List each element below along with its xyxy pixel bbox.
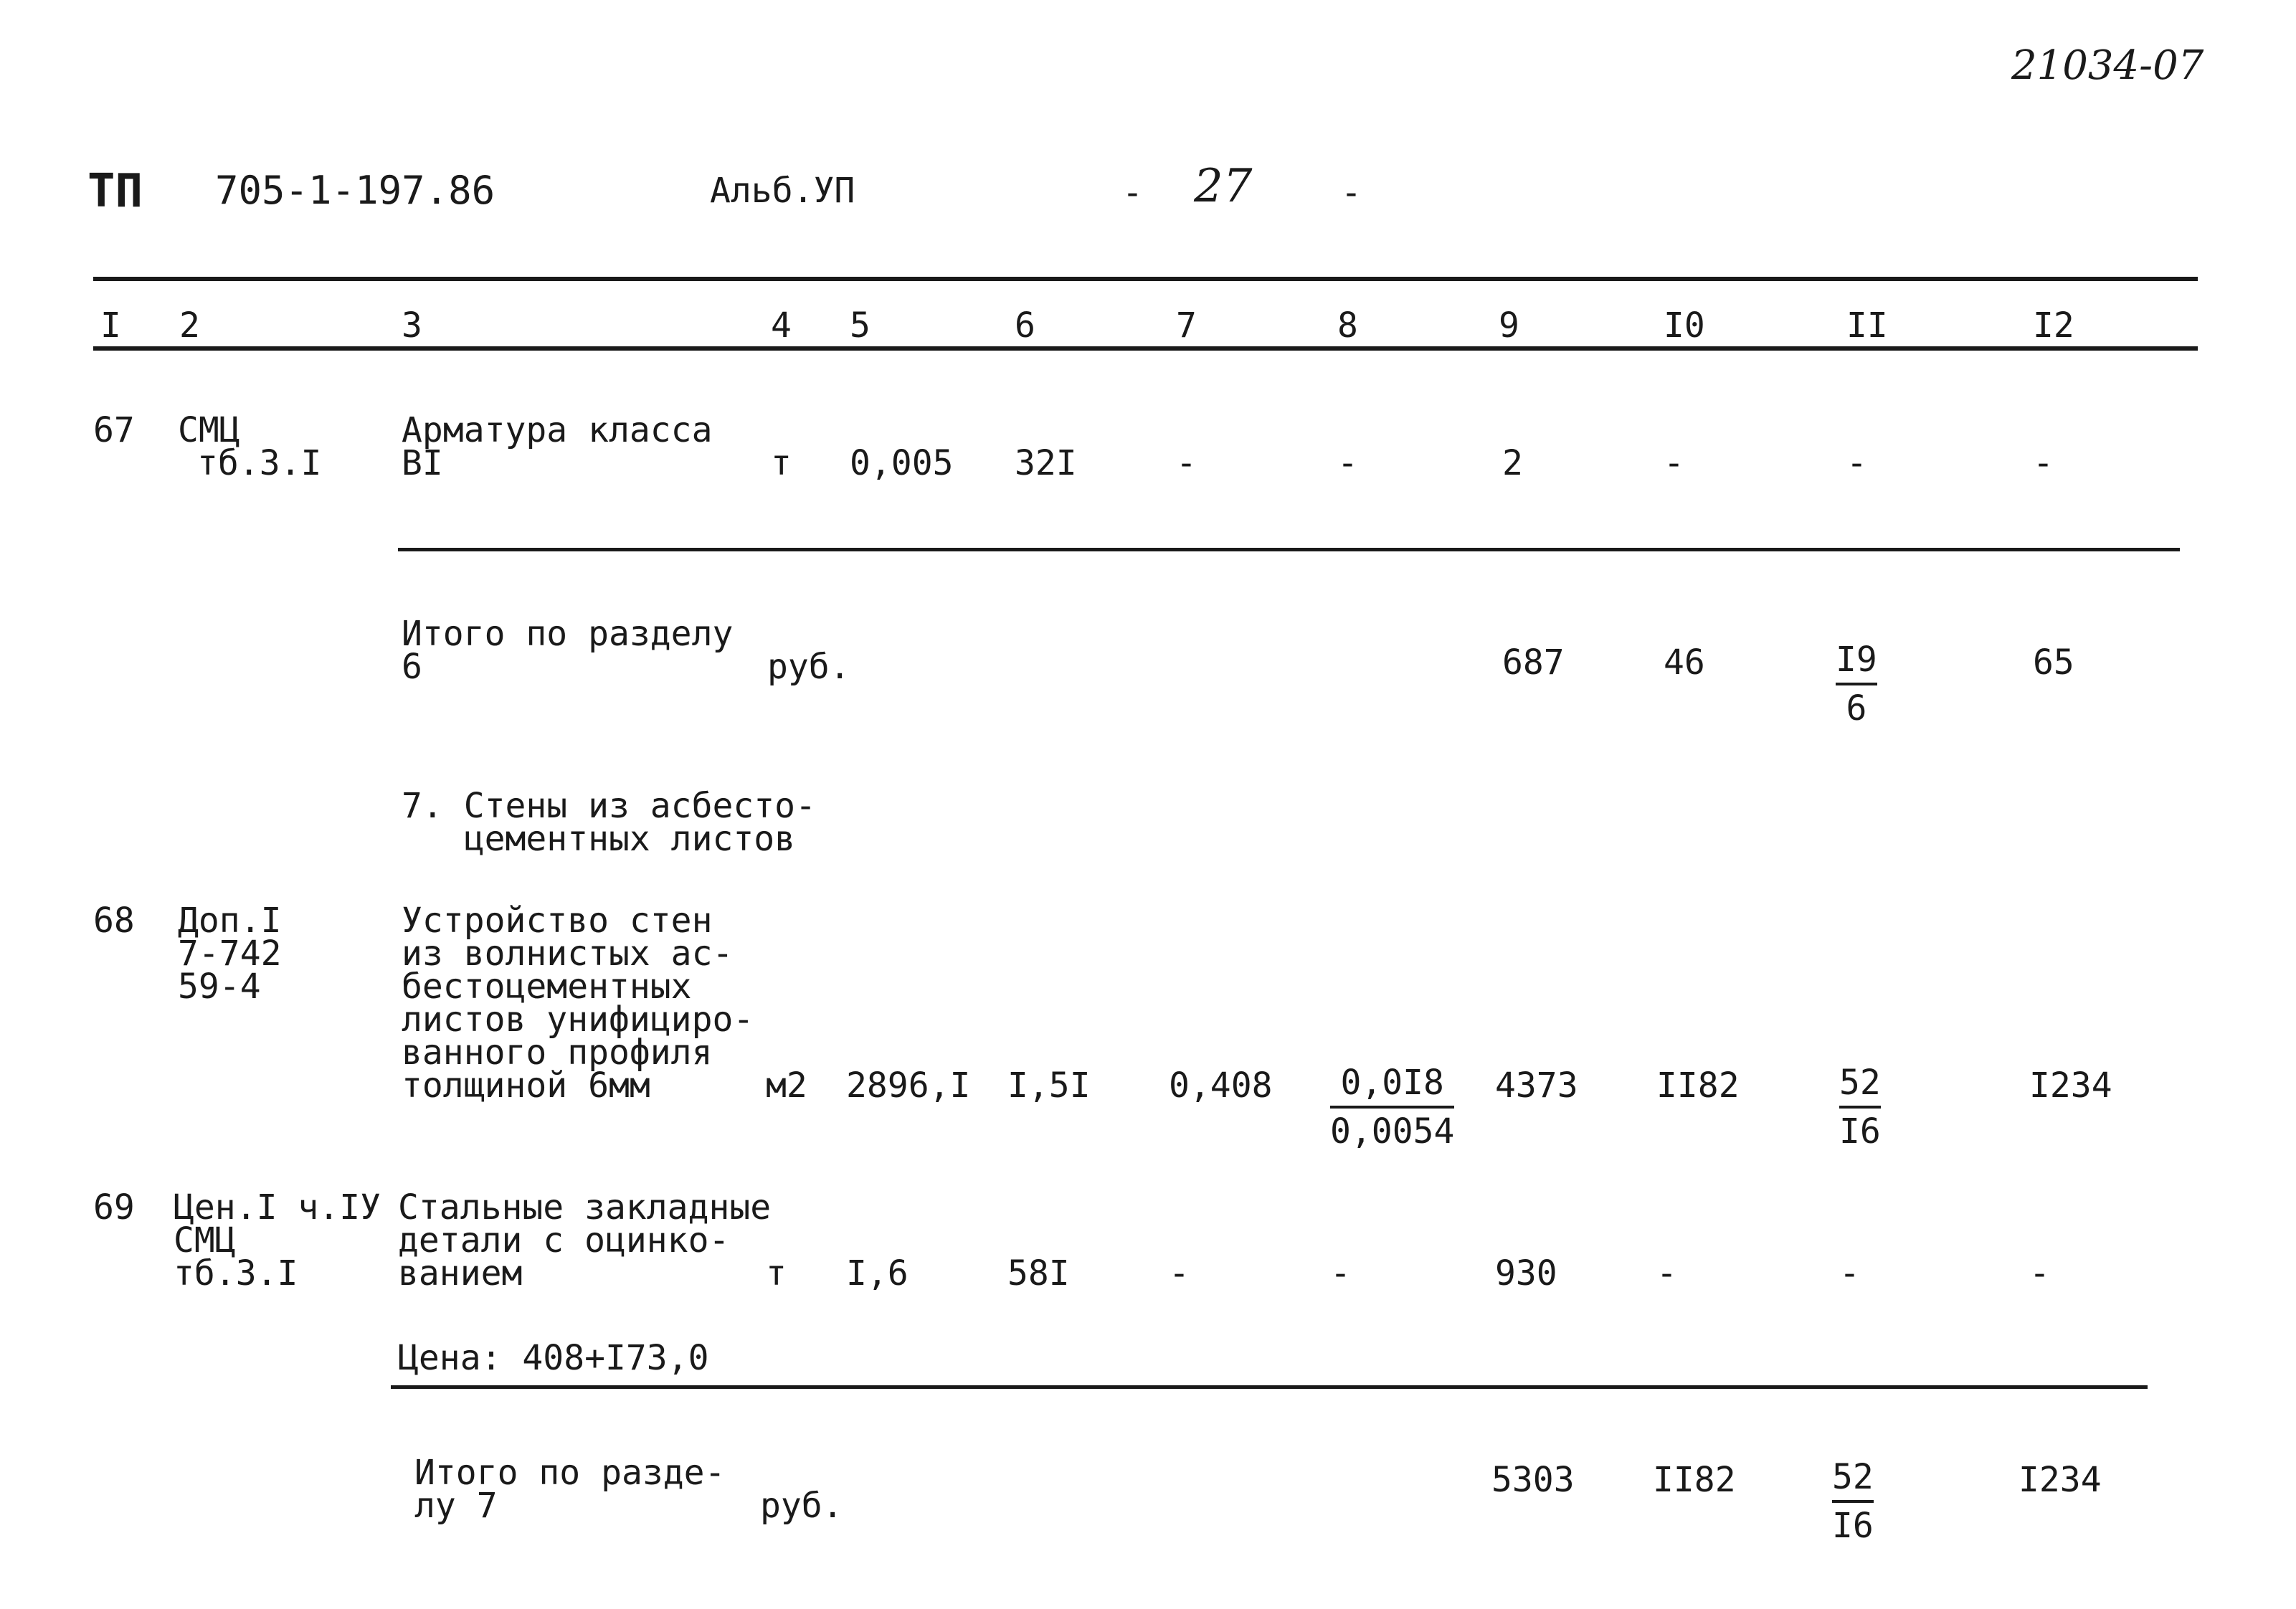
row-col11-fraction <box>1839 1060 1881 1154</box>
row-description: Арматура класса <box>402 410 713 450</box>
column-header-rule <box>93 346 2198 351</box>
album-label: Альб.УП <box>710 171 855 211</box>
row-col12: I234 <box>2029 1065 2112 1106</box>
total-label: Итого по разде- <box>414 1453 726 1493</box>
row-reference: СМЦ <box>178 410 240 450</box>
total-label: 6 <box>402 647 422 687</box>
column-number: 4 <box>771 305 792 346</box>
column-number: I <box>100 305 121 346</box>
row-description: из волнистых ас- <box>402 934 734 974</box>
row-description: Устройство стен <box>402 901 713 941</box>
total-unit: руб. <box>760 1486 843 1526</box>
fraction-denominator: I6 <box>1839 1111 1881 1152</box>
row-col10: - <box>1664 443 1684 483</box>
row-col8: - <box>1330 1253 1351 1294</box>
row-col12: - <box>2029 1253 2050 1294</box>
row-col9: 2 <box>1502 443 1523 483</box>
column-number: 9 <box>1499 305 1519 346</box>
page-number: 27 <box>1194 160 1253 213</box>
column-number: 2 <box>179 305 200 346</box>
column-number: 5 <box>850 305 871 346</box>
row-number: 69 <box>93 1187 135 1228</box>
row-col7: - <box>1169 1253 1190 1294</box>
row-quantity: 0,005 <box>850 443 954 483</box>
fraction-numerator: 0,0I8 <box>1330 1060 1454 1109</box>
row-reference: 7-742 <box>178 934 282 974</box>
section-6-divider <box>398 548 2180 551</box>
row-description: ванного профиля <box>402 1033 713 1073</box>
row-description: листов унифициро- <box>402 1000 754 1040</box>
total-col10: 46 <box>1664 642 1705 683</box>
column-number: 7 <box>1176 305 1197 346</box>
table-top-rule <box>93 277 2198 281</box>
total-col11-fraction <box>1836 637 1877 731</box>
fraction-denominator: 0,0054 <box>1330 1111 1455 1152</box>
row-col8-fraction <box>1330 1060 1454 1154</box>
row-col9: 930 <box>1495 1253 1557 1294</box>
row-col6: 58I <box>1007 1253 1070 1294</box>
row-col11: - <box>1839 1253 1860 1294</box>
row-number: 67 <box>93 410 135 450</box>
page-dash-left: - <box>1122 173 1143 213</box>
total-col12: 65 <box>2033 642 2074 683</box>
row-col11: - <box>1846 443 1867 483</box>
row-col7: - <box>1176 443 1197 483</box>
total-label: Итого по разделу <box>402 614 734 654</box>
project-code: 705-1-197.86 <box>215 168 495 213</box>
fraction-denominator: I6 <box>1832 1506 1874 1546</box>
price-note: Цена: 408+I73,0 <box>398 1338 709 1378</box>
row-reference: Цен.I ч.IУ <box>174 1187 381 1228</box>
row-unit: м2 <box>766 1065 807 1106</box>
row-reference: тб.3.I <box>174 1253 298 1294</box>
row-col10: II82 <box>1656 1065 1740 1106</box>
row-description: Стальные закладные <box>398 1187 772 1228</box>
column-number: 6 <box>1015 305 1035 346</box>
row-quantity: 2896,I <box>846 1065 971 1106</box>
row-reference: СМЦ <box>174 1220 236 1261</box>
total-col11-fraction <box>1832 1454 1874 1549</box>
row-reference: 59-4 <box>178 967 261 1007</box>
row-unit: т <box>766 1253 787 1294</box>
total-label: лу 7 <box>414 1486 498 1526</box>
row-unit: т <box>771 443 792 483</box>
total-col9: 687 <box>1502 642 1565 683</box>
row-description: ванием <box>398 1253 523 1294</box>
fraction-numerator: 52 <box>1839 1060 1881 1109</box>
column-number: I2 <box>2033 305 2074 346</box>
page-dash-right: - <box>1341 173 1362 213</box>
tp-label: ТП <box>87 165 143 218</box>
row-description: детали с оцинко- <box>398 1220 730 1261</box>
row-description: толщиной 6мм <box>402 1065 650 1106</box>
fraction-numerator: 52 <box>1832 1454 1874 1503</box>
section-title: цементных листов <box>402 819 796 859</box>
column-number: II <box>1846 305 1888 346</box>
row-reference: Доп.I <box>178 901 282 941</box>
row-quantity: I,6 <box>846 1253 909 1294</box>
row-col6: I,5I <box>1007 1065 1091 1106</box>
fraction-numerator: I9 <box>1836 637 1877 685</box>
section-title: 7. Стены из асбесто- <box>402 786 816 826</box>
row-col12: - <box>2033 443 2054 483</box>
row-col6: 32I <box>1015 443 1077 483</box>
row-col9: 4373 <box>1495 1065 1578 1106</box>
column-number: 3 <box>402 305 422 346</box>
total-unit: руб. <box>767 647 850 687</box>
document-stamp: 21034-07 <box>2011 42 2204 89</box>
row-number: 68 <box>93 901 135 941</box>
row-col7: 0,408 <box>1169 1065 1273 1106</box>
column-number: 8 <box>1337 305 1358 346</box>
row-reference: тб.3.I <box>197 443 322 483</box>
fraction-denominator: 6 <box>1846 688 1867 728</box>
column-number: I0 <box>1664 305 1705 346</box>
section-7-divider <box>391 1385 2148 1389</box>
row-col8: - <box>1337 443 1358 483</box>
total-col9: 5303 <box>1491 1460 1575 1500</box>
total-col12: I234 <box>2019 1460 2102 1500</box>
total-col10: II82 <box>1653 1460 1736 1500</box>
row-description: бестоцементных <box>402 967 692 1007</box>
row-col10: - <box>1656 1253 1677 1294</box>
row-description: BI <box>402 443 443 483</box>
